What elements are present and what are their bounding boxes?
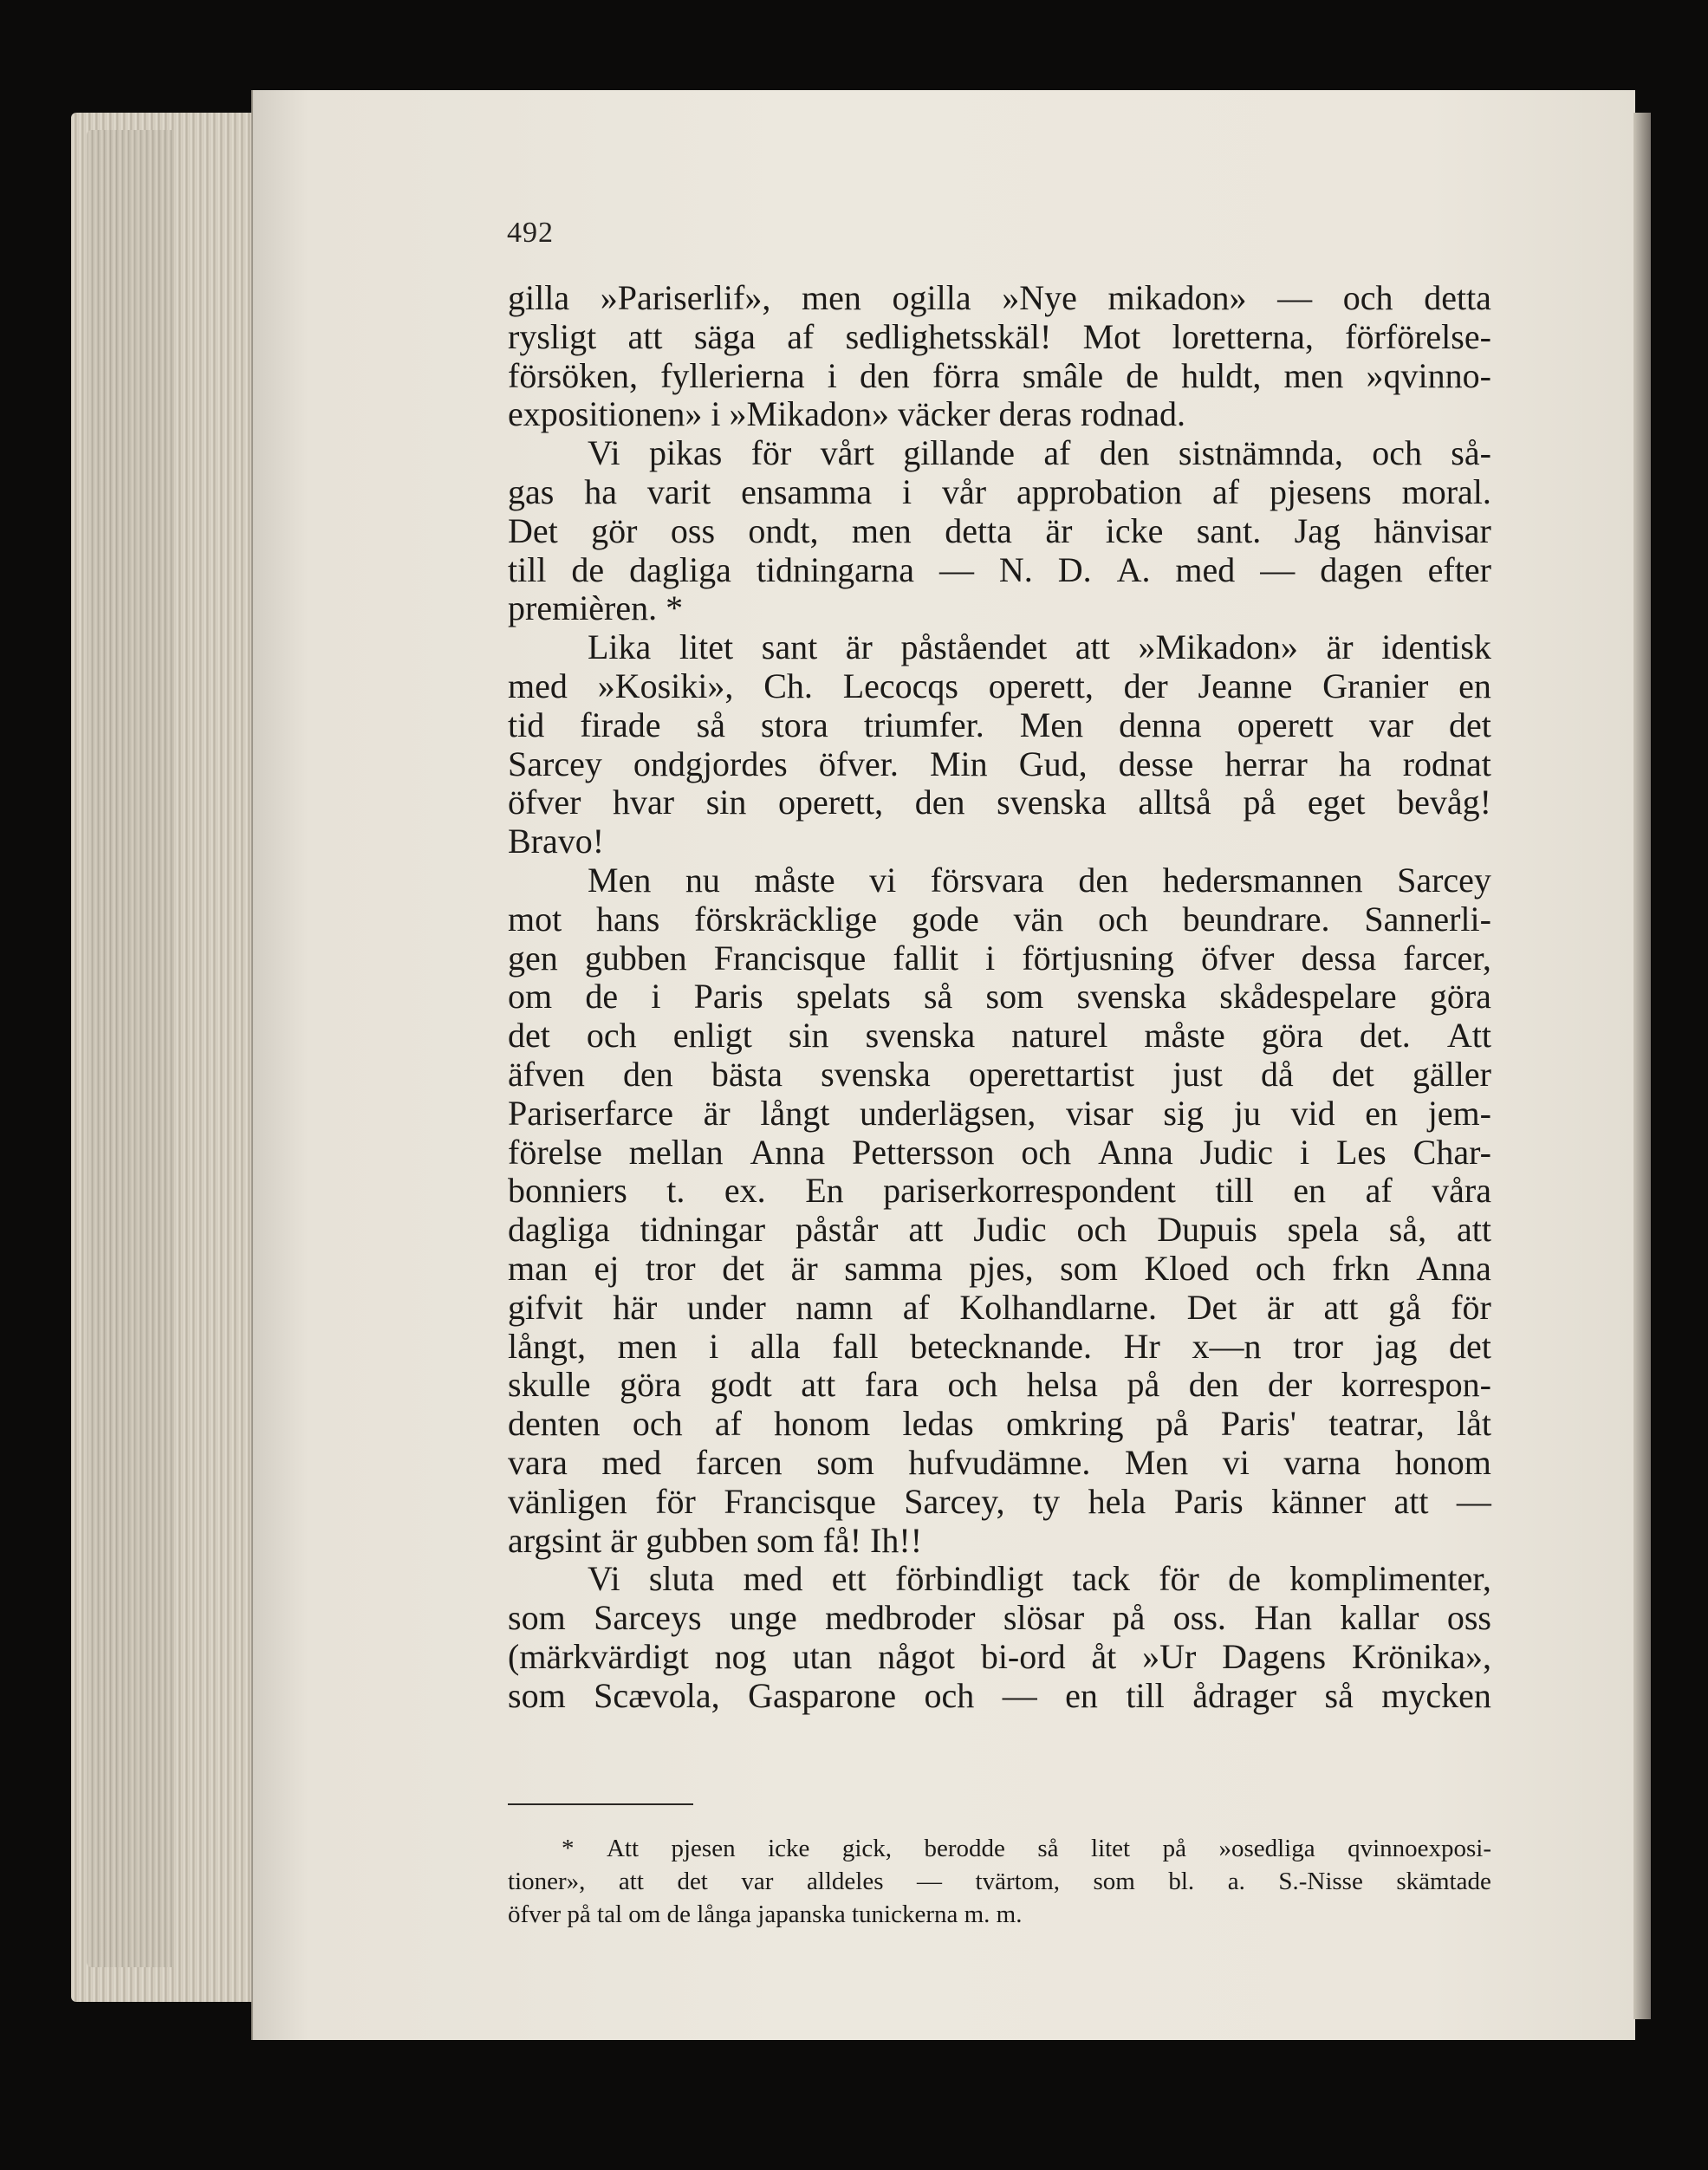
text-line: rysligt att säga af sedlighetsskäl! Mot loretterna, förförelse-	[508, 316, 1491, 356]
text-line: Men nu måste vi försvara den hedersmannen Sarcey	[588, 860, 1491, 900]
footnote-line: öfver på tal om de långa japanska tunickerna m. m.	[508, 1900, 1023, 1928]
text-line: (märkvärdigt nog utan något bi-ord åt »Ur Dagens Krönika»,	[508, 1636, 1491, 1676]
text-line: dagliga tidningar påstår att Judic och Dupuis spela så, att	[508, 1210, 1491, 1250]
text-line: äfven den bästa svenska operettartist just då det gäller	[508, 1054, 1491, 1094]
footnote-rule	[508, 1803, 693, 1805]
text-line: Sarcey ondgjordes öfver. Min Gud, desse herrar ha rodnat	[508, 744, 1491, 783]
text-line: argsint är gubben som få! Ih!!	[508, 1520, 923, 1560]
footnote	[508, 1832, 1491, 1931]
text-line: skulle göra godt att fara och helsa på den der korrespon-	[508, 1365, 1491, 1405]
text-line: gen gubben Francisque fallit i förtjusning öfver dessa farcer,	[508, 938, 1491, 978]
text-line: vänligen för Francisque Sarcey, ty hela Paris känner att —	[508, 1481, 1491, 1521]
text-line: expositionen» i »Mikadon» väcker deras rodnad.	[508, 394, 1186, 434]
footnote-line: * Att pjesen icke gick, berodde så litet på »osedliga qvinnoexposi-	[562, 1835, 1491, 1862]
footnote-line: tioner», att det var alldeles — tvärtom, som bl. a. S.-Nisse skämtade	[508, 1868, 1491, 1895]
text-line: Lika litet sant är påståendet att »Mikadon» är identisk	[588, 627, 1491, 667]
text-line: tid firade så stora triumfer. Men denna operett var det	[508, 705, 1491, 744]
body-text	[508, 279, 1491, 1715]
text-line: som Sarceys unge medbroder slösar på oss. Han kallar oss	[508, 1598, 1491, 1638]
text-line: gas ha varit ensamma i vår approbation af pjesens moral.	[508, 471, 1491, 511]
text-line: vara med farcen som hufvudämne. Men vi varna honom	[508, 1442, 1491, 1482]
page-edges-inner	[87, 130, 173, 1967]
text-line: öfver hvar sin operett, den svenska alltså på eget bevåg!	[508, 783, 1491, 822]
text-line: bonniers t. ex. En pariserkorrespondent till en af våra	[508, 1171, 1491, 1211]
text-line: Pariserfarce är långt underlägsen, visar sig ju vid en jem-	[508, 1093, 1491, 1133]
text-line: långt, men i alla fall betecknande. Hr x—n tror jag det	[508, 1326, 1491, 1366]
text-line: denten och af honom ledas omkring på Paris' teatrar, låt	[508, 1404, 1491, 1444]
text-line: om de i Paris spelats så som svenska skådespelare göra	[508, 977, 1491, 1017]
text-line: Bravo!	[508, 822, 605, 861]
text-line: Det gör oss ondt, men detta är icke sant. Jag hänvisar	[508, 510, 1491, 550]
text-line: till de dagliga tidningarna — N. D. A. med — dagen efter	[508, 549, 1491, 589]
page-number: 492	[507, 217, 554, 249]
text-line: premièren. *	[508, 588, 684, 628]
text-line: gilla »Pariserlif», men ogilla »Nye mikadon» — och detta	[508, 278, 1491, 317]
text-line: Vi pikas för vårt gillande af den sistnämnda, och så-	[588, 433, 1491, 473]
text-line: det och enligt sin svenska naturel måste göra det. Att	[508, 1016, 1491, 1056]
text-line: som Scævola, Gasparone och — en till ådrager så mycken	[508, 1675, 1491, 1715]
page-right-edge	[1633, 113, 1651, 2019]
text-line: försöken, fyllerierna i den förra smâle de huldt, men »qvinno-	[508, 355, 1491, 395]
text-line: Vi sluta med ett förbindligt tack för de komplimenter,	[588, 1559, 1491, 1599]
text-line: förelse mellan Anna Pettersson och Anna Judic i Les Char-	[508, 1132, 1491, 1172]
text-line: med »Kosiki», Ch. Lecocqs operett, der Jeanne Granier en	[508, 666, 1491, 705]
text-line: gifvit här under namn af Kolhandlarne. Det är att gå för	[508, 1287, 1491, 1327]
text-line: mot hans förskräcklige gode vän och beundrare. Sannerli-	[508, 899, 1491, 939]
text-line: man ej tror det är samma pjes, som Kloed och frkn Anna	[508, 1248, 1491, 1288]
